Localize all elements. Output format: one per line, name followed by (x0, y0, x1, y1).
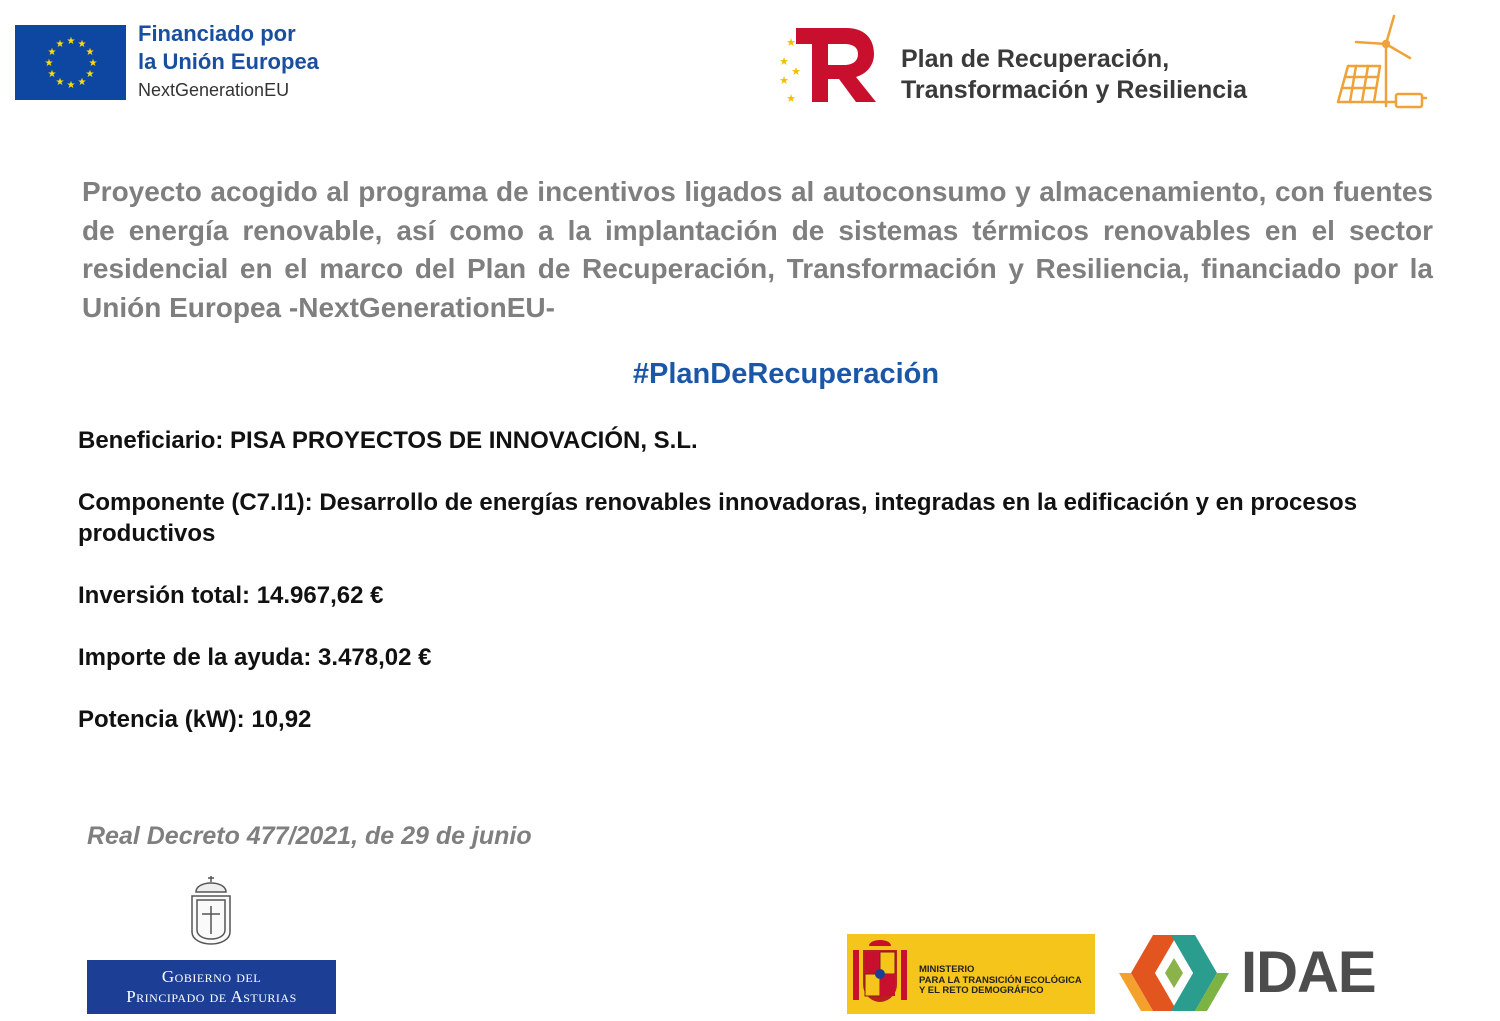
svg-text:★: ★ (55, 39, 65, 50)
svg-text:★: ★ (77, 77, 87, 88)
asturias-crest-icon (188, 874, 234, 946)
svg-text:★: ★ (791, 65, 801, 78)
prtr-logo-line2: Transformación y Resiliencia (901, 76, 1247, 104)
idae-logo-text: IDAE (1241, 940, 1376, 1005)
aid-amount: Importe de la ayuda: 3.478,02 € (78, 644, 432, 671)
asturias-logo-line2: Principado de Asturias (126, 987, 297, 1006)
svg-text:★: ★ (85, 47, 95, 58)
eu-logo-line2: la Unión Europea (138, 49, 319, 74)
ministerio-line1: MINISTERIO (919, 964, 975, 975)
hashtag: #PlanDeRecuperación (632, 358, 940, 390)
ministerio-text (919, 965, 1082, 997)
svg-text:★: ★ (66, 80, 76, 91)
svg-text:★: ★ (779, 55, 789, 68)
decree-reference: Real Decreto 477/2021, de 29 de junio (87, 822, 532, 850)
svg-text:★: ★ (85, 69, 95, 80)
asturias-logo-line1: Gobierno del (161, 967, 262, 986)
ministerio-logo (847, 934, 1095, 1014)
power-kw: Potencia (kW): 10,92 (78, 706, 312, 733)
ministerio-line2: PARA LA TRANSICIÓN ECOLÓGICA (919, 974, 1082, 986)
prtr-logo-mark (776, 22, 878, 104)
svg-text:★: ★ (77, 39, 87, 50)
prtr-logo-line1: Plan de Recuperación, (901, 45, 1170, 73)
svg-text:★: ★ (44, 58, 54, 69)
svg-text:★: ★ (47, 69, 57, 80)
eu-logo-text (138, 20, 319, 104)
program-description: Proyecto acogido al programa de incentivos ligados al autoconsumo y almacenamiento, con fuentes de energía renovable, así como a la implantación de sistemas térmicos renovables en el sector residencial en el marco del Plan de Recuperación, Transformación y Resiliencia, financiado por la Unión Europea -NextGenerationEU- (82, 176, 1433, 323)
svg-text:★: ★ (66, 36, 76, 47)
prtr-logo-text (901, 44, 1247, 106)
eu-logo-line3: NextGenerationEU (138, 80, 290, 100)
total-investment: Inversión total: 14.967,62 € (78, 582, 384, 609)
svg-text:★: ★ (47, 47, 57, 58)
solar-panel-wind-turbine-battery-icon (1328, 14, 1428, 110)
svg-text:★: ★ (88, 58, 98, 69)
eu-flag-logo (15, 25, 126, 100)
eu-stars-icon (15, 25, 126, 100)
beneficiary: Beneficiario: PISA PROYECTOS DE INNOVACIÓN, S.L. (78, 427, 698, 454)
idae-mark-icon (1115, 931, 1233, 1015)
spain-coat-of-arms-icon (847, 934, 913, 1014)
component: Componente (C7.I1): Desarrollo de energías renovables innovadoras, integradas en la edificación y en procesos productivos (78, 489, 1358, 547)
project-details (78, 425, 1438, 766)
eu-logo-line1: Financiado por (138, 21, 296, 46)
svg-text:★: ★ (786, 36, 796, 49)
svg-text:★: ★ (779, 74, 789, 87)
asturias-government-logo (87, 960, 336, 1014)
ministerio-line3: Y EL RETO DEMOGRÁFICO (919, 985, 1044, 996)
svg-text:★: ★ (786, 92, 796, 104)
svg-text:★: ★ (55, 77, 65, 88)
prtr-r-icon (776, 22, 878, 104)
